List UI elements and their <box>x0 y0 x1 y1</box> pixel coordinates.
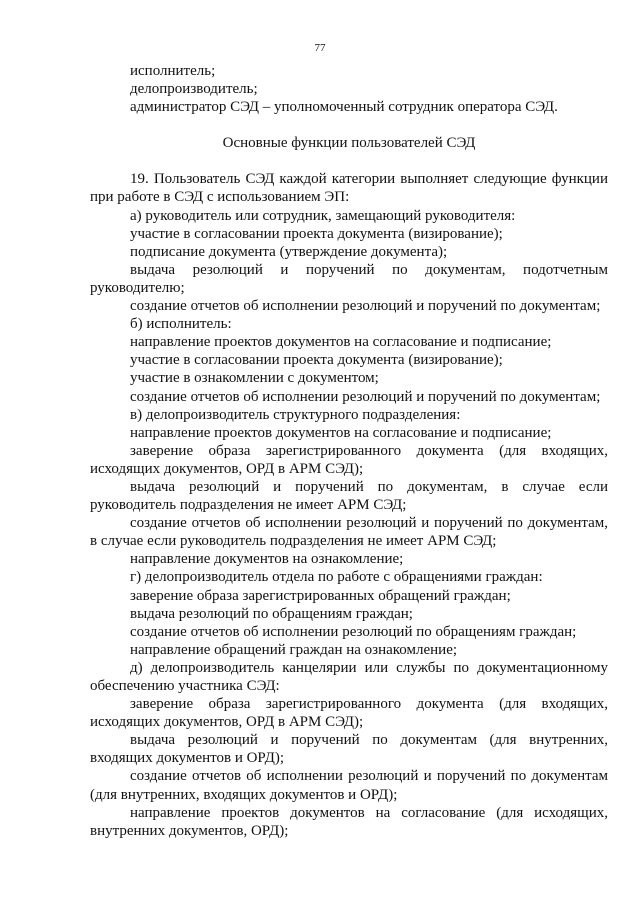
paragraph: направление проектов документов на согласование и подписание; <box>130 334 552 351</box>
paragraph: создание отчетов об исполнении резолюций по обращениям граждан; <box>130 623 577 640</box>
paragraph: создание отчетов об исполнении резолюций и поручений по документам; <box>130 298 601 315</box>
paragraph: участие в ознакомлении с документом; <box>130 370 379 387</box>
document-body <box>90 62 608 840</box>
section-heading: Основные функции пользователей СЭД <box>222 135 476 152</box>
paragraph: участие в согласовании проекта документа (визирование); <box>130 225 503 242</box>
paragraph: заверение образа зарегистрированного документа (для входящих, исходящих документов, ОРД в АРМ СЭД); <box>90 442 608 477</box>
paragraph: б) исполнитель: <box>130 316 232 333</box>
paragraph: создание отчетов об исполнении резолюций и поручений по документам, в случае если руководитель подразделения не имеет АРМ СЭД; <box>90 515 608 550</box>
paragraph: выдача резолюций и поручений по документам (для внутренних, входящих документов и ОРД); <box>90 732 608 767</box>
paragraph: заверение образа зарегистрированных обращений граждан; <box>130 587 511 604</box>
paragraph: подписание документа (утверждение документа); <box>130 243 448 260</box>
intro-line: исполнитель; <box>130 63 216 79</box>
paragraph: 19. Пользователь СЭД каждой категории выполняет следующие функции при работе в СЭД с использованием ЭП: <box>90 171 608 206</box>
paragraph: создание отчетов об исполнении резолюций и поручений по документам; <box>130 388 601 405</box>
paragraph: направление проектов документов на согласование (для исходящих, внутренних документов, ОРД); <box>90 804 608 839</box>
paragraph: выдача резолюций по обращениям граждан; <box>130 605 413 622</box>
paragraph: д) делопроизводитель канцелярии или службы по документационному обеспечению участника СЭД: <box>90 659 608 694</box>
page-number: 77 <box>314 42 326 54</box>
intro-line: администратор СЭД – уполномоченный сотрудник оператора СЭД. <box>130 99 558 116</box>
paragraph: заверение образа зарегистрированного документа (для входящих, исходящих документов, ОРД в АРМ СЭД); <box>90 696 608 731</box>
paragraph: в) делопроизводитель структурного подразделения: <box>130 406 461 423</box>
intro-line: делопроизводитель; <box>130 81 258 98</box>
paragraph: выдача резолюций и поручений по документам, подотчетным руководителю; <box>90 261 608 296</box>
paragraph: г) делопроизводитель отдела по работе с обращениями граждан: <box>130 569 543 586</box>
paragraph: направление проектов документов на согласование и подписание; <box>130 424 552 441</box>
paragraph: направление документов на ознакомление; <box>130 551 404 568</box>
paragraph: а) руководитель или сотрудник, замещающий руководителя: <box>130 207 516 224</box>
paragraph: выдача резолюций и поручений по документам, в случае если руководитель подразделения не имеет АРМ СЭД; <box>90 478 608 514</box>
paragraph: участие в согласовании проекта документа (визирование); <box>130 352 503 369</box>
paragraph: направление обращений граждан на ознакомление; <box>130 641 458 658</box>
paragraph: создание отчетов об исполнении резолюций и поручений по документам (для внутренних, входящих документов и ОРД); <box>90 768 608 803</box>
